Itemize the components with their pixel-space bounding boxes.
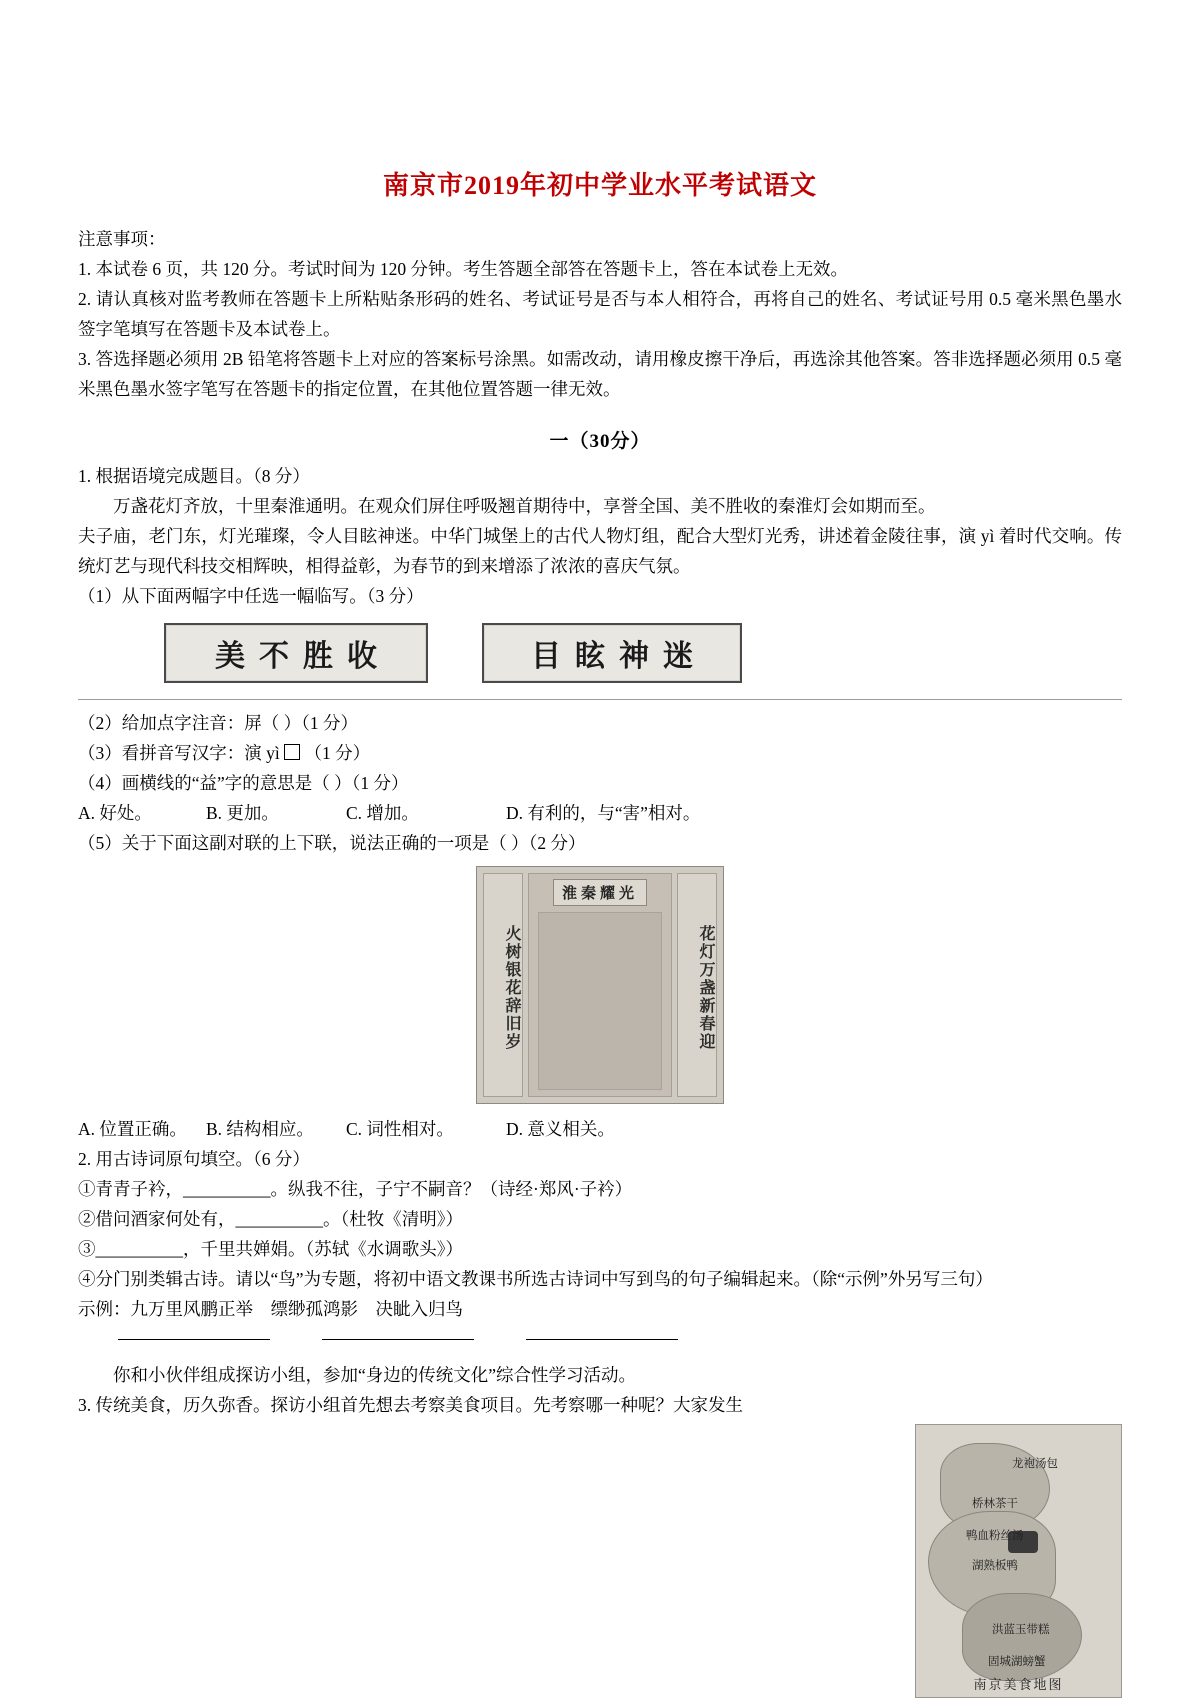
options-yi <box>78 798 1122 828</box>
couplet-center-panel <box>528 873 672 1097</box>
option-couplet-d: D. 意义相关。 <box>506 1119 615 1139</box>
map-label-longpao: 龙袍汤包 <box>1012 1458 1058 1470</box>
answer-blank-1 <box>118 1338 270 1340</box>
option-couplet-c: C. 词性相对。 <box>346 1119 454 1139</box>
question-2-stem: 2. 用古诗词原句填空。（6 分） <box>78 1149 310 1169</box>
calligraphy-sample-1-text: 美不胜收 <box>215 639 391 674</box>
question-1-sub-3-text: （3）看拼音写汉字：演 yì <box>78 743 280 763</box>
question-1-sub-3-tail: （1 分） <box>304 743 371 763</box>
calligraphy-sample-2 <box>482 623 742 683</box>
answer-blank-2 <box>322 1338 474 1340</box>
question-2-item-4: ④分门别类辑古诗。请以“鸟”为专题，将初中语文教课书所选古诗词中写到鸟的句子编辑起来。（除“示例”外另写三句） <box>78 1269 993 1289</box>
answer-blank-3 <box>526 1338 678 1340</box>
question-2-item-2: ②借问酒家何处有，__________。（杜牧《清明》） <box>78 1209 463 1229</box>
section-heading-one: 一（30分） <box>549 431 651 452</box>
couplet-center-fill <box>538 912 662 1090</box>
map-caption: 南京美食地图 <box>973 1677 1064 1692</box>
couplet-right-scroll: 火树银花辞旧岁 <box>483 873 523 1097</box>
question-1-sub-2: （2）给加点字注音：屏（ ）（1 分） <box>78 713 358 733</box>
option-couplet-b: B. 结构相应。 <box>206 1119 314 1139</box>
calligraphy-sample-1 <box>164 623 428 683</box>
couplet-frame <box>476 866 724 1104</box>
question-1-stem: 1. 根据语境完成题目。（8 分） <box>78 466 310 486</box>
question-3-stem: 3. 传统美食，历久弥香。探访小组首先想去考察美食项目。先考察哪一种呢？大家发生 <box>78 1395 743 1415</box>
divider <box>78 699 1122 700</box>
calligraphy-sample-2-text: 目眩神迷 <box>531 639 707 674</box>
couplet-image <box>78 866 1122 1104</box>
question-1-passage-line-1: 万盏花灯齐放，十里秦淮通明。在观众们屏住呼吸翘首期待中，享誉全国、美不胜收的秦淮灯会如期而至。 <box>113 496 936 516</box>
notice-item-1: 1. 本试卷 6 页，共 120 分。考试时间为 120 分钟。考生答题全部答在答题卡上，答在本试卷上无效。 <box>78 259 848 279</box>
calligraphy-samples <box>164 623 1122 683</box>
answer-box-icon <box>284 744 300 760</box>
notice-item-3: 3. 答选择题必须用 2B 铅笔将答题卡上对应的答案标号涂黑。如需改动，请用橡皮擦干净后，再选涂其他答案。答非选择题必须用 0.5 毫米黑色墨水签字笔写在答题卡的指定位置，在其他位置答题一律无效。 <box>78 349 1122 399</box>
option-yi-b: B. 更加。 <box>206 803 279 823</box>
question-1-sub-1: （1）从下面两幅字中任选一幅临写。（3 分） <box>78 586 424 606</box>
question-1-sub-5: （5）关于下面这副对联的上下联，说法正确的一项是（ ）（2 分） <box>78 833 586 853</box>
option-couplet-a: A. 位置正确。 <box>78 1119 187 1139</box>
option-yi-d: D. 有利的，与“害”相对。 <box>506 803 701 823</box>
couplet-left-scroll: 花灯万盏新春迎 <box>677 873 717 1097</box>
map-label-yaxue: 鸭血粉丝汤 <box>966 1530 1024 1542</box>
options-couplet <box>78 1114 1122 1144</box>
notice-item-2: 2. 请认真核对监考教师在答题卡上所粘贴条形码的姓名、考试证号是否与本人相符合，再将自己的姓名、考试证号用 0.5 毫米黑色墨水签字笔填写在答题卡及本试卷上。 <box>78 289 1122 339</box>
question-2-item-1: ①青青子衿，__________。纵我不往，子宁不嗣音？（诗经·郑风·子衿） <box>78 1179 633 1199</box>
activity-lead: 你和小伙伴组成探访小组，参加“身边的传统文化”综合性学习活动。 <box>113 1365 637 1385</box>
map-label-honglan: 洪蓝玉带糕 <box>992 1624 1050 1636</box>
answer-blank-lines <box>118 1338 1122 1340</box>
map-label-gucheng: 固城湖螃蟹 <box>988 1656 1046 1668</box>
couplet-plaque: 淮秦耀光 <box>553 879 647 906</box>
map-label-qiaolin: 桥林茶干 <box>972 1498 1018 1510</box>
food-map-image <box>915 1424 1122 1698</box>
question-1-sub-4: （4）画横线的“益”字的意思是（ ）（1 分） <box>78 773 409 793</box>
notice-heading: 注意事项： <box>78 229 166 249</box>
question-2-item-3: ③__________，千里共婵娟。（苏轼《水调歌头》） <box>78 1239 463 1259</box>
page-title: 南京市2019年初中学业水平考试语文 <box>382 171 817 200</box>
question-1-sub-3 <box>78 738 1122 768</box>
question-2-example: 示例：九万里风鹏正举 缥缈孤鸿影 决眦入归鸟 <box>78 1299 463 1319</box>
map-label-hushu: 湖熟板鸭 <box>972 1560 1018 1572</box>
question-1-passage-line-2: 夫子庙，老门东，灯光璀璨，令人目眩神迷。中华门城堡上的古代人物灯组，配合大型灯光秀，讲述着金陵往事，演 yì 着时代交响。传统灯艺与现代科技交相辉映，相得益彰，为春节的到来增添了浓浓的喜庆气氛。 <box>78 526 1122 576</box>
option-yi-a: A. 好处。 <box>78 803 152 823</box>
option-yi-c: C. 增加。 <box>346 803 419 823</box>
